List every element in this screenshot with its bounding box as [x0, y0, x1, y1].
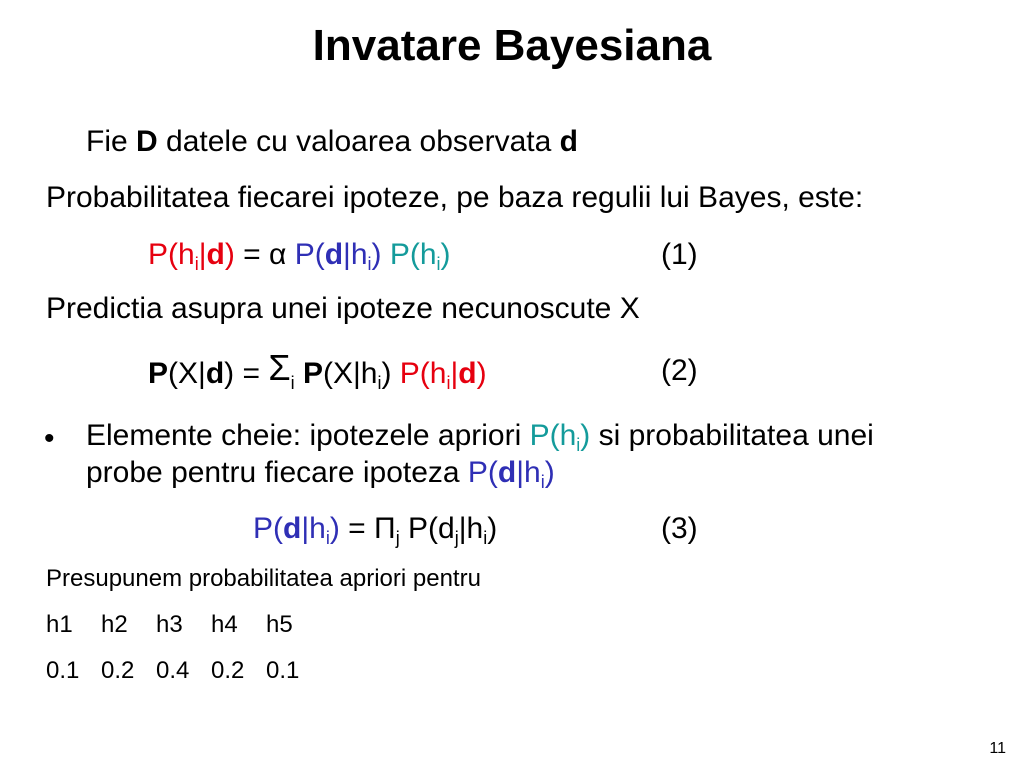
- eq2-d2: d: [458, 357, 477, 390]
- eq1-p-open: P(: [286, 238, 325, 271]
- eq1-sub-i: i: [194, 254, 199, 274]
- eq3-open: P(: [253, 512, 283, 545]
- likelihood-term-3: [253, 512, 340, 548]
- equation-3-number: (3): [661, 512, 698, 545]
- eq2-equals: =: [234, 357, 269, 390]
- prior-value-cell: 0.1: [266, 657, 300, 684]
- eq2-bar: |: [450, 357, 459, 390]
- bullet-text1: Elemente cheie: ipotezele apriori: [86, 419, 530, 452]
- bullet-line-1: [86, 417, 874, 455]
- eq1-bar: |: [198, 238, 207, 271]
- eq3-rest-mid: |h: [458, 512, 484, 545]
- bullet-lik-open: P(: [467, 456, 498, 489]
- bullet-prior-term: [529, 419, 591, 455]
- bullet-lik-close: ): [544, 456, 555, 489]
- hypothesis-cell: h4: [211, 611, 238, 638]
- line-observed-data: [86, 123, 578, 161]
- eq2-close: ): [224, 357, 235, 390]
- eq2-d: d: [205, 357, 225, 390]
- bullet-d: d: [497, 456, 517, 489]
- eq2-sub-i3: i: [446, 373, 451, 393]
- hypothesis-cell: h3: [156, 611, 183, 638]
- symbol-D: D: [136, 125, 158, 158]
- bullet-line-2: [86, 454, 555, 492]
- bullet-likelihood-term: [467, 456, 555, 492]
- bullet-sub-i: i: [576, 435, 581, 455]
- likelihood-term: [286, 238, 382, 274]
- eq1-equals: =: [234, 238, 270, 271]
- eq1-d2: d: [324, 238, 344, 271]
- line-bayes-rule: Probabilitatea fiecarei ipoteze, pe baza regulii lui Bayes, este:: [46, 181, 864, 214]
- eq2-sub-i2: i: [377, 373, 382, 393]
- equation-2-number: (2): [661, 354, 698, 387]
- posterior-term: [148, 238, 235, 274]
- bullet-sub-i2: i: [540, 472, 545, 492]
- eq3-sub-i: i: [325, 528, 330, 548]
- eq3-rest-open: P(d: [399, 512, 455, 545]
- eq1-bar2: |h: [343, 238, 368, 271]
- eq1-d: d: [206, 238, 225, 271]
- posterior-term-2: [391, 357, 487, 393]
- bullet-prior-open: P(h: [529, 419, 577, 452]
- bullet-marker: •: [44, 422, 55, 455]
- prior-value-cell: 0.1: [46, 657, 80, 684]
- eq3-sub-j: j: [395, 528, 400, 548]
- page-number: 11: [989, 740, 1006, 757]
- bullet-lik-mid: |h: [516, 456, 541, 489]
- eq1-prior-close: ): [440, 238, 451, 271]
- alpha-symbol: α: [269, 238, 287, 271]
- eq3-close: ): [329, 512, 340, 545]
- eq2-sub-i: i: [290, 373, 295, 393]
- equation-1-number: (1): [661, 238, 698, 271]
- hypothesis-cell: h5: [266, 611, 293, 638]
- eq3-mid: |h: [301, 512, 326, 545]
- eq3-rest-close: ): [487, 512, 498, 545]
- line-priors-intro: Presupunem probabilitatea apriori pentru: [46, 565, 481, 592]
- eq2-mid: (X|h: [322, 357, 378, 390]
- equation-1: [148, 236, 451, 274]
- eq3-sub-i2: i: [483, 528, 488, 548]
- eq3-equals: =: [339, 512, 375, 545]
- prior-value-cell: 0.2: [211, 657, 245, 684]
- priors-row: [46, 656, 321, 686]
- slide-title: Invatare Bayesiana: [312, 21, 712, 70]
- eq2-P: P: [148, 357, 169, 390]
- eq2-P2: P: [294, 357, 323, 390]
- prior-term: [381, 238, 451, 274]
- eq3-sub-j2: j: [454, 528, 459, 548]
- line-prediction: Predictia asupra unei ipoteze necunoscute X: [46, 292, 640, 325]
- hypothesis-cell: h1: [46, 611, 73, 638]
- sigma-symbol: Σ: [268, 347, 291, 388]
- line1-prefix: Fie: [86, 125, 137, 158]
- bullet-prior-close: ): [580, 419, 591, 452]
- eq1-lhs-open: P(h: [148, 238, 195, 271]
- eq2-post-close: ): [476, 357, 487, 390]
- hypothesis-cell: h2: [101, 611, 128, 638]
- equation-2: [148, 347, 487, 393]
- eq1-lhs-close: ): [224, 238, 235, 271]
- symbol-d: d: [559, 125, 578, 158]
- prior-value-cell: 0.4: [156, 657, 190, 684]
- bullet-key-elements: [44, 420, 55, 458]
- equation-3: [253, 510, 497, 548]
- eq3-d: d: [283, 512, 302, 545]
- hypotheses-row: [46, 610, 321, 640]
- pi-symbol: Π: [374, 512, 396, 545]
- eq2-post-open: P(h: [391, 357, 447, 390]
- eq1-sub-i2: i: [367, 254, 372, 274]
- line1-mid: datele cu valoarea observata: [157, 125, 560, 158]
- bullet-text3: probe pentru fiecare ipoteza: [86, 456, 468, 489]
- eq1-sub-i3: i: [436, 254, 441, 274]
- eq1-close2: ): [371, 238, 382, 271]
- bullet-text2: si probabilitatea unei: [590, 419, 874, 452]
- prior-value-cell: 0.2: [101, 657, 135, 684]
- eq1-prior-open: P(h: [381, 238, 437, 271]
- eq2-mid-close: ): [381, 357, 392, 390]
- eq2-open: (X|: [168, 357, 206, 390]
